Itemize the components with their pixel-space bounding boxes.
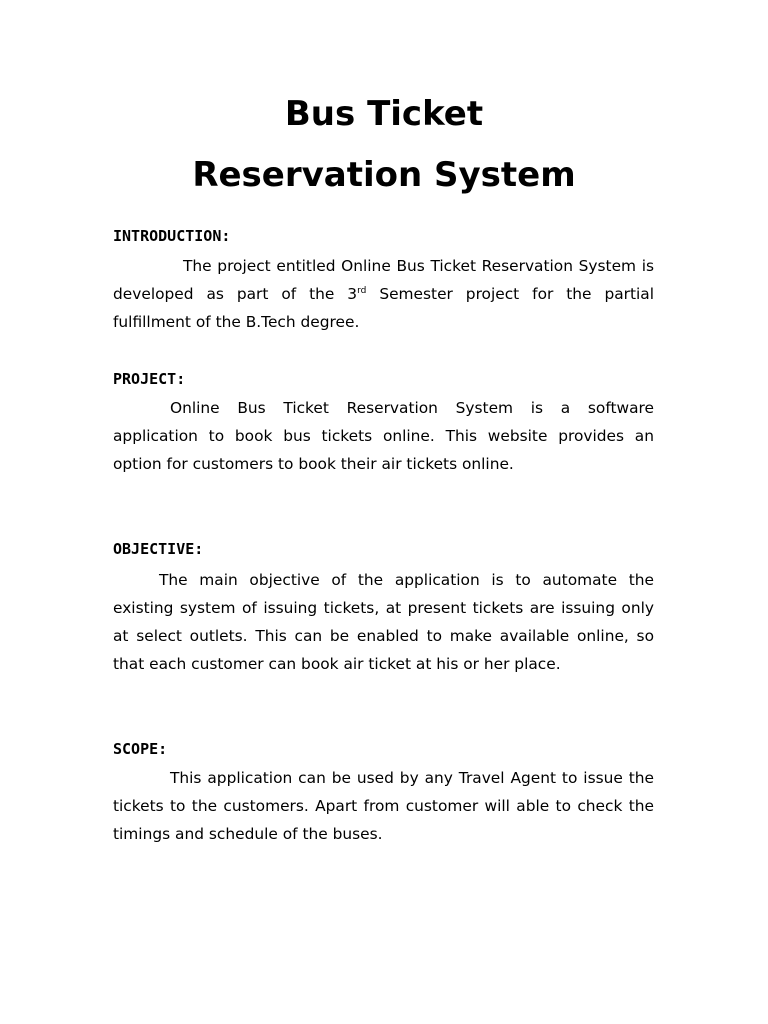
objective-heading: OBJECTIVE: [113,540,204,558]
introduction-paragraph [113,252,654,336]
introduction-text-part-1: The project entitled Online Bus Ticket Reservation System is developed as part of the 3 [113,257,654,303]
document-title-line-1: Bus Ticket [284,94,484,134]
project-heading: PROJECT: [113,370,186,388]
document-title-line-2: Reservation System [192,155,576,195]
introduction-heading: INTRODUCTION: [113,227,231,245]
scope-paragraph: This application can be used by any Travel Agent to issue the tickets to the customers. Apart from customer will able to check the timings and schedule of the buses. [113,769,654,843]
project-paragraph: Online Bus Ticket Reservation System is a software application to book bus tickets online. This website provides an option for customers to book their air tickets online. [113,399,654,473]
ordinal-superscript: rd [357,286,367,296]
introduction-text-part-2: Semester project for the partial fulfillment of the B.Tech degree. [113,285,654,331]
scope-heading: SCOPE: [113,740,168,758]
objective-paragraph: The main objective of the application is to automate the existing system of issuing tickets, at present tickets are issuing only at select outlets. This can be enabled to make available online, so that each customer can book air ticket at his or her place. [113,571,654,673]
